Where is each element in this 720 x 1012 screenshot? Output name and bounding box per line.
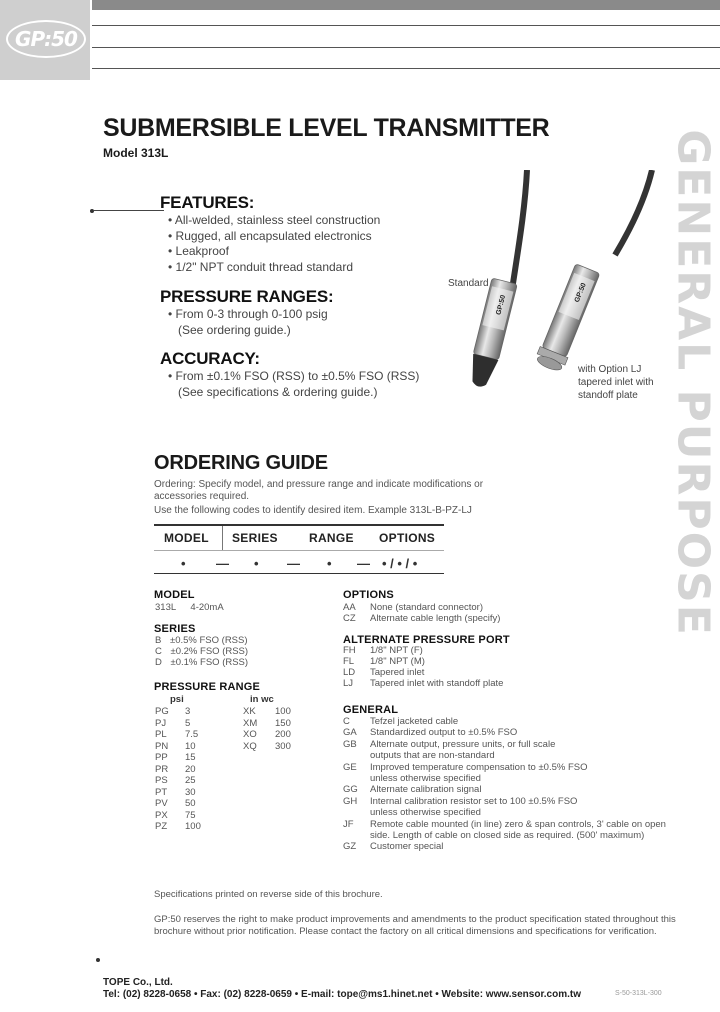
table-row — [343, 774, 481, 784]
table-row — [343, 646, 423, 656]
desc-cell: Alternate output, pressure units, or full scale — [370, 738, 556, 750]
col-series: SERIES — [232, 531, 278, 545]
code-cell: PX — [155, 809, 168, 821]
code-cell: PV — [155, 798, 168, 809]
table-separator — [154, 550, 444, 551]
desc-cell: 300 — [275, 740, 291, 752]
table-row — [343, 657, 425, 667]
code-cell: XO — [243, 729, 257, 740]
code-cell: GA — [343, 727, 357, 739]
code-cell: FH — [343, 645, 356, 656]
table-row — [343, 740, 555, 750]
table-row — [155, 603, 224, 613]
list-item: • Rugged, all encapsulated electronics — [168, 228, 372, 243]
desc-cell: Internal calibration resistor set to 100 ±0.5% FSO — [370, 795, 578, 807]
table-row — [155, 811, 196, 821]
code-cell: GB — [343, 738, 357, 750]
contact-line: Tel: (02) 8228-0658 • Fax: (02) 8228-0659 • E-mail: tope@ms1.hinet.net • Website: www.sensor.com.tw — [103, 989, 582, 1000]
code-cell: XQ — [243, 740, 257, 752]
header-bar — [92, 0, 720, 10]
table-row — [343, 820, 666, 830]
code-cell: GH — [343, 795, 358, 807]
col-divider — [222, 526, 223, 550]
desc-cell: None (standard connector) — [370, 602, 484, 613]
header-rule-2 — [92, 47, 720, 48]
code-cell: PT — [155, 786, 168, 798]
caption-line: tapered inlet with — [578, 377, 654, 388]
code-cell: GE — [343, 761, 357, 773]
table-row — [155, 776, 196, 786]
col-model: MODEL — [164, 531, 209, 545]
table-row — [155, 707, 190, 717]
table-row — [343, 808, 481, 818]
table-row — [343, 717, 458, 727]
rights-note: GP:50 reserves the right to make product improvements and amendments to the product specification stated throughout this brochure without prior notification. Please contact the factory on all critical dimensions and specifications for verification. — [154, 914, 676, 937]
table-row — [343, 763, 587, 773]
code-cell: LD — [343, 667, 356, 678]
code-cell: 313L — [155, 602, 176, 613]
table-row — [155, 730, 198, 740]
col-range: RANGE — [309, 531, 354, 545]
desc-cell: Tapered inlet — [370, 667, 425, 678]
document-number: S-50-313L-300 — [615, 990, 662, 997]
desc-cell: unless otherwise specified — [370, 807, 481, 819]
side-banner-text: GENERAL PURPOSE — [667, 129, 719, 637]
desc-cell: 25 — [185, 775, 196, 786]
table-row — [243, 742, 291, 752]
code-cell: PZ — [155, 821, 168, 832]
caption-option — [578, 363, 654, 402]
code-symbol: — — [357, 556, 370, 571]
desc-cell: 200 — [275, 729, 291, 740]
caption-line: standoff plate — [578, 390, 638, 401]
desc-cell: outputs that are non-standard — [370, 750, 495, 762]
table-row — [343, 842, 443, 852]
desc-cell: 1/8" NPT (F) — [370, 645, 423, 656]
desc-cell: 15 — [185, 752, 196, 763]
code-cell: PG — [155, 706, 169, 717]
sensor-label-option: GP:50 — [573, 282, 588, 304]
code-cell: D — [155, 657, 162, 668]
features-heading: FEATURES: — [160, 193, 255, 212]
logo-panel — [0, 0, 90, 80]
table-row — [343, 831, 644, 841]
desc-cell: 10 — [185, 740, 196, 752]
page-title: SUBMERSIBLE LEVEL TRANSMITTER — [103, 114, 550, 142]
list-item: (See specifications & ordering guide.) — [178, 384, 378, 399]
table-row — [243, 719, 291, 729]
table-row — [343, 751, 495, 761]
code-cell: AA — [343, 602, 356, 613]
desc-cell: ±0.1% FSO (RSS) — [170, 657, 249, 668]
list-item: (See ordering guide.) — [178, 322, 291, 337]
table-row — [343, 797, 577, 807]
desc-cell: unless otherwise specified — [370, 773, 481, 784]
pressure-ranges-heading: PRESSURE RANGES: — [160, 287, 334, 306]
code-symbol: — — [216, 556, 229, 571]
side-banner — [667, 129, 719, 637]
sensor-label-standard: GP:50 — [495, 294, 508, 316]
brand-logo: GP:50 — [6, 20, 86, 58]
desc-cell: ±0.2% FSO (RSS) — [170, 646, 249, 657]
ordering-guide-heading: ORDERING GUIDE — [154, 452, 328, 474]
margin-dot — [96, 958, 100, 962]
desc-cell: side. Length of cable on closed side as required. (500' maximum) — [370, 830, 645, 841]
code-cell: JF — [343, 818, 354, 830]
table-row — [343, 785, 481, 795]
desc-cell: 75 — [185, 809, 196, 821]
table-row — [343, 668, 424, 678]
features-leader-line — [94, 210, 164, 211]
sensor-option — [534, 263, 602, 373]
desc-cell: 50 — [185, 798, 196, 809]
code-symbol: • / • / • — [382, 556, 418, 571]
table-row — [155, 765, 196, 775]
header-rule-3 — [92, 68, 720, 69]
code-cell: CZ — [343, 613, 356, 624]
desc-cell: Customer special — [370, 841, 444, 853]
col-options: OPTIONS — [379, 531, 436, 545]
pressure-range-heading: PRESSURE RANGE — [154, 681, 261, 693]
accuracy-list — [168, 369, 419, 400]
sensor-standard — [466, 278, 517, 390]
table-row — [155, 658, 248, 668]
accuracy-heading: ACCURACY: — [160, 349, 260, 368]
code-cell: PP — [155, 752, 168, 763]
caption-line: with Option LJ — [578, 364, 642, 375]
ordering-example: Use the following codes to identify desired item. Example 313L-B-PZ-LJ — [154, 505, 472, 516]
ordering-intro: Ordering: Specify model, and pressure range and indicate modifications or accessories required. — [154, 479, 484, 502]
table-row — [343, 603, 483, 613]
ordering-code-table — [154, 524, 444, 574]
code-symbol: — — [287, 556, 300, 571]
desc-cell: ±0.5% FSO (RSS) — [169, 635, 248, 646]
code-cell: PJ — [155, 717, 167, 729]
cable-standard — [512, 170, 527, 290]
table-row — [343, 679, 503, 689]
desc-cell: Remote cable mounted (in line) zero & span controls, 3' cable on open — [370, 818, 666, 830]
code-cell: GZ — [343, 841, 357, 853]
desc-cell: 30 — [185, 786, 196, 798]
code-cell: XK — [243, 706, 256, 717]
table-row — [155, 799, 196, 809]
list-item: • From ±0.1% FSO (RSS) to ±0.5% FSO (RSS) — [168, 369, 420, 383]
specs-note: Specifications printed on reverse side of this brochure. — [154, 889, 383, 900]
options-section-heading: OPTIONS — [343, 589, 394, 601]
pressure-ranges-list — [168, 307, 328, 338]
table-row — [155, 647, 248, 657]
code-cell: C — [155, 646, 162, 657]
list-item: • Leakproof — [168, 244, 229, 258]
desc-cell: 3 — [185, 706, 191, 717]
desc-cell: 20 — [185, 763, 196, 775]
desc-cell: 150 — [275, 717, 291, 729]
code-symbol: • — [327, 556, 332, 571]
desc-cell: 1/8" NPT (M) — [370, 656, 425, 667]
general-section-heading: GENERAL — [343, 704, 399, 716]
psi-label: psi — [170, 694, 184, 705]
code-cell: B — [155, 635, 162, 646]
desc-cell: 4-20mA — [190, 602, 224, 613]
code-cell: C — [343, 716, 350, 727]
desc-cell: 100 — [275, 706, 291, 717]
desc-cell: Alternate cable length (specify) — [370, 613, 501, 624]
list-item: • From 0-3 through 0-100 psig — [168, 307, 328, 321]
code-cell: PN — [155, 740, 169, 752]
code-symbol: • — [254, 556, 259, 571]
model-subtitle: Model 313L — [103, 146, 169, 160]
table-row — [343, 728, 517, 738]
caption-standard: Standard — [448, 278, 489, 289]
model-section-heading: MODEL — [154, 589, 195, 601]
code-symbol: • — [181, 556, 186, 571]
code-cell: PL — [155, 729, 167, 740]
desc-cell: 7.5 — [185, 729, 199, 740]
desc-cell: Improved temperature compensation to ±0.5% FSO — [370, 761, 588, 773]
header-rule-1 — [92, 25, 720, 26]
table-row — [155, 822, 201, 832]
inwc-label: in wc — [250, 694, 274, 705]
list-item: • All-welded, stainless steel construction — [168, 213, 381, 227]
table-row — [155, 788, 196, 798]
table-row — [155, 719, 190, 729]
code-cell: XM — [243, 717, 258, 729]
table-row — [155, 636, 248, 646]
desc-cell: 5 — [185, 717, 191, 729]
alt-port-section-heading: ALTERNATE PRESSURE PORT — [343, 634, 510, 646]
table-row — [243, 730, 291, 740]
desc-cell: Standardized output to ±0.5% FSO — [370, 727, 518, 739]
code-cell: LJ — [343, 678, 354, 689]
code-cell: GG — [343, 784, 358, 796]
desc-cell: Tapered inlet with standoff plate — [370, 678, 504, 689]
table-row — [243, 707, 291, 717]
table-row — [343, 614, 500, 624]
table-row — [155, 742, 196, 752]
desc-cell: Tefzel jacketed cable — [370, 716, 459, 727]
list-item: • 1/2" NPT conduit thread standard — [168, 259, 354, 274]
series-section-heading: SERIES — [154, 623, 196, 635]
desc-cell: 100 — [185, 821, 201, 832]
code-cell: PS — [155, 775, 168, 786]
cable-option — [615, 170, 652, 255]
company-name: TOPE Co., Ltd. — [103, 977, 173, 988]
table-row — [155, 753, 196, 763]
desc-cell: Alternate calibration signal — [370, 784, 482, 796]
features-list — [168, 213, 380, 275]
code-cell: FL — [343, 656, 355, 667]
code-cell: PR — [155, 763, 169, 775]
